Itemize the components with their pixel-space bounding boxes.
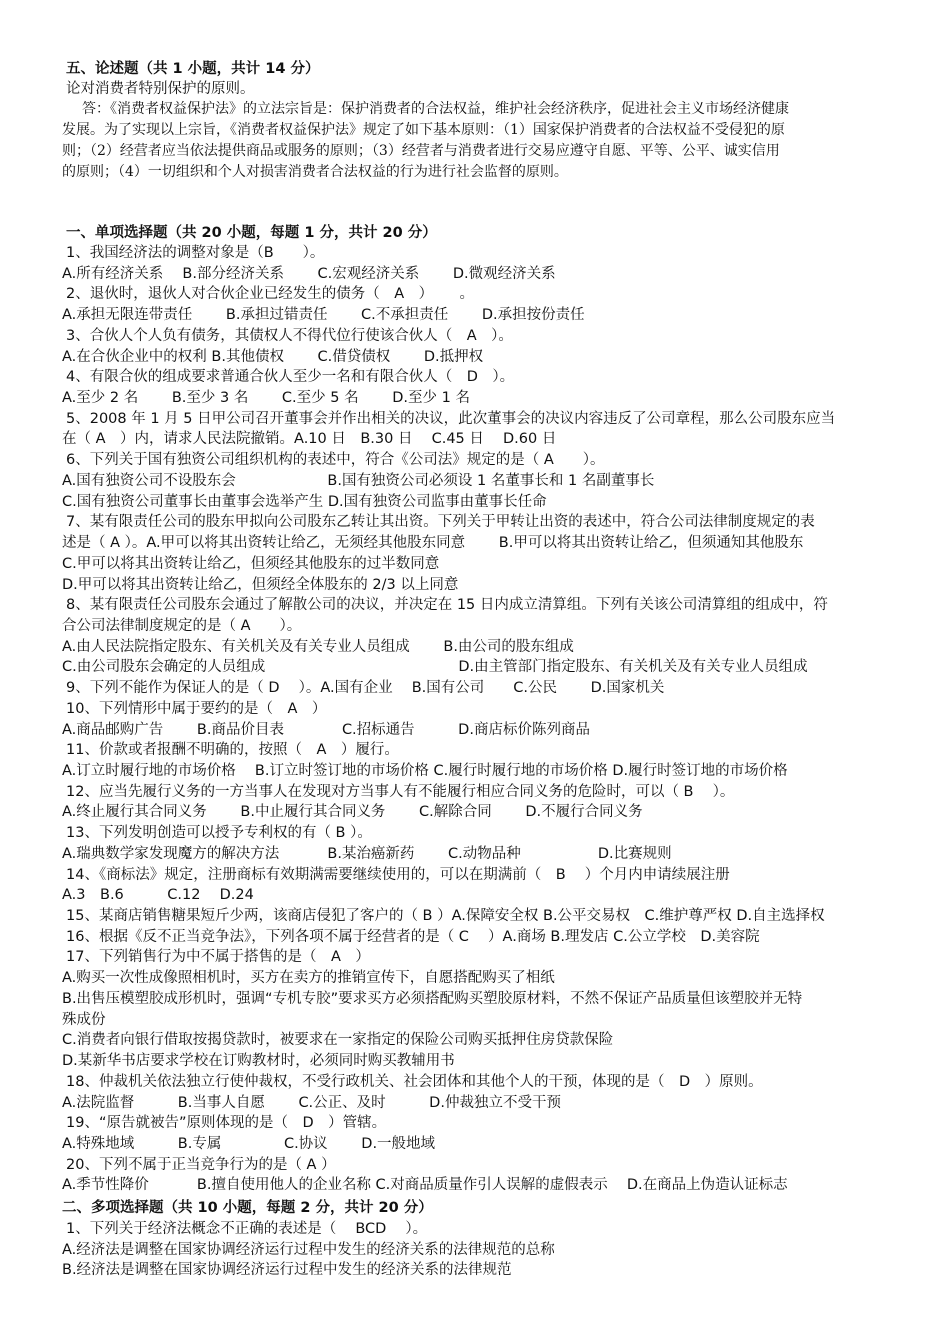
- question-line: 3、合伙人个人负有债务，其债权人不得代位行使该合伙人（ A ）。: [66, 328, 513, 344]
- section-title-single-choice: 一、单项选择题（共 20 小题，每题 1 分，共计 20 分）: [66, 225, 437, 241]
- option-line: A.承担无限连带责任 B.承担过错责任 C.不承担责任 D.承担按份责任: [62, 307, 585, 323]
- option-line: A.在合伙企业中的权利 B.其他债权 C.借贷债权 D.抵押权: [62, 349, 484, 365]
- essay-answer-line: 发展。为了实现以上宗旨，《消费者权益保护法》规定了如下基本原则：（1）国家保护消费者的合法权益不受侵犯的原: [62, 122, 785, 138]
- essay-answer-line: 答：《消费者权益保护法》的立法宗旨是：保护消费者的合法权益，维护社会经济秩序，促进社会主义市场经济健康: [82, 101, 789, 117]
- question-line: 1、我国经济法的调整对象是（B ）。: [66, 245, 325, 261]
- option-line: A.经济法是调整在国家协调经济运行过程中发生的经济关系的法律规范的总称: [62, 1242, 555, 1258]
- option-line: A.至少 2 名 B.至少 3 名 C.至少 5 名 D.至少 1 名: [62, 390, 470, 406]
- question-line: 16、根据《反不正当竞争法》，下列各项不属于经营者的是（ C ）A.商场 B.理发店 C.公立学校 D.美容院: [66, 929, 760, 945]
- option-line: 述是（ A ）。A.甲可以将其出资转让给乙，无须经其他股东同意 B.甲可以将其出资转让给乙，但须通知其他股东: [62, 535, 804, 551]
- option-line: B.经济法是调整在国家协调经济运行过程中发生的经济关系的法律规范: [62, 1262, 512, 1278]
- essay-question: 论对消费者特别保护的原则。: [66, 81, 255, 97]
- question-line: 1、下列关于经济法概念不正确的表述是（ BCD ）。: [66, 1221, 428, 1237]
- question-line: 14、《商标法》规定，注册商标有效期满需要继续使用的，可以在期满前（ B ）个月内申请续展注册: [66, 867, 730, 883]
- question-line: 18、仲裁机关依法独立行使仲裁权，不受行政机关、社会团体和其他个人的干预，体现的是（ D ）原则。: [66, 1074, 763, 1090]
- option-line: A.特殊地域 B.专属 C.协议 D.一般地域: [62, 1136, 436, 1152]
- section-title-multi-choice: 二、多项选择题（共 10 小题，每题 2 分，共计 20 分）: [62, 1200, 433, 1216]
- essay-answer-line: 则；（2）经营者应当依法提供商品或服务的原则；（3）经营者与消费者进行交易应遵守自愿、平等、公平、诚实信用: [62, 143, 780, 159]
- option-line: C.国有独资公司董事长由董事会选举产生 D.国有独资公司监事由董事长任命: [62, 494, 547, 510]
- question-line: 6、下列关于国有独资公司组织机构的表述中，符合《公司法》规定的是（ A ）。: [66, 452, 605, 468]
- question-line: 4、有限合伙的组成要求普通合伙人至少一名和有限合伙人（ D ）。: [66, 369, 515, 385]
- option-line: A.由人民法院指定股东、有关机关及有关专业人员组成 B.由公司的股东组成: [62, 639, 574, 655]
- option-line: C.消费者向银行借取按揭贷款时，被要求在一家指定的保险公司购买抵押住房贷款保险: [62, 1032, 614, 1048]
- option-line: A.购买一次性成像照相机时，买方在卖方的推销宣传下，自愿搭配购买了相纸: [62, 970, 555, 986]
- question-line: 7、某有限责任公司的股东甲拟向公司股东乙转让其出资。下列关于甲转让出资的表述中，符合公司法律制度规定的表: [66, 514, 815, 530]
- option-line: D.某新华书店要求学校在订购教材时，必须同时购买教辅用书: [62, 1053, 455, 1069]
- option-line: A.国有独资公司不设股东会 B.国有独资公司必须设 1 名董事长和 1 名副董事长: [62, 473, 655, 489]
- option-line: D.甲可以将其出资转让给乙，但须经全体股东的 2/3 以上同意: [62, 577, 459, 593]
- option-line: A.季节性降价 B.擅自使用他人的企业名称 C.对商品质量作引人误解的虚假表示 D.在商品上伪造认证标志: [62, 1177, 788, 1193]
- question-line: 20、下列不属于正当竞争行为的是（ A ）: [66, 1157, 336, 1173]
- question-line: 15、某商店销售糖果短斤少两，该商店侵犯了客户的（ B ）A.保障安全权 B.公平交易权 C.维护尊严权 D.自主选择权: [66, 908, 825, 924]
- question-line: 9、下列不能作为保证人的是（ D ）。A.国有企业 B.国有公司 C.公民 D.国家机关: [66, 680, 665, 696]
- question-line: 13、下列发明创造可以授予专利权的有（ B ）。: [66, 825, 372, 841]
- option-line: A.终止履行其合同义务 B.中止履行其合同义务 C.解除合同 D.不履行合同义务: [62, 804, 643, 820]
- question-line: 10、下列情形中属于要约的是（ A ）: [66, 701, 327, 717]
- option-line: 合公司法律制度规定的是（ A ）。: [62, 618, 302, 634]
- option-line: C.甲可以将其出资转让给乙，但须经其他股东的过半数同意: [62, 556, 440, 572]
- option-line: A.订立时履行地的市场价格 B.订立时签订地的市场价格 C.履行时履行地的市场价格 D.履行时签订地的市场价格: [62, 763, 788, 779]
- option-line: A.瑞典数学家发现魔方的解决方法 B.某治癌新药 C.动物品种 D.比赛规则: [62, 846, 672, 862]
- option-line: A.商品邮购广告 B.商品价目表 C.招标通告 D.商店标价陈列商品: [62, 722, 590, 738]
- option-line: A.法院监督 B.当事人自愿 C.公正、及时 D.仲裁独立不受干预: [62, 1095, 561, 1111]
- question-line: 17、下列销售行为中不属于搭售的是（ A ）: [66, 949, 370, 965]
- question-line: 8、某有限责任公司股东会通过了解散公司的决议，并决定在 15 日内成立清算组。下列有关该公司清算组的组成中，符: [66, 597, 828, 613]
- section-title-essay: 五、论述题（共 1 小题，共计 14 分）: [66, 61, 320, 77]
- question-line: 12、应当先履行义务的一方当事人在发现对方当事人有不能履行相应合同义务的危险时，可以（ B ）。: [66, 784, 735, 800]
- option-line: A.所有经济关系 B.部分经济关系 C.宏观经济关系 D.微观经济关系: [62, 266, 556, 282]
- question-line: 11、价款或者报酬不明确的，按照（ A ）履行。: [66, 742, 399, 758]
- question-line: 19、“原告就被告”原则体现的是（ D ）管辖。: [66, 1115, 387, 1131]
- option-line: 殊成份: [62, 1012, 106, 1028]
- question-line: 5、2008 年 1 月 5 日甲公司召开董事会并作出相关的决议，此次董事会的决议内容违反了公司章程，那么公司股东应当: [66, 411, 836, 427]
- option-line: A.3 B.6 C.12 D.24: [62, 887, 254, 903]
- essay-answer-line: 的原则；（4）一切组织和个人对损害消费者合法权益的行为进行社会监督的原则。: [62, 164, 568, 180]
- option-line: 在（ A ）内，请求人民法院撤销。A.10 日 B.30 日 C.45 日 D.60 日: [62, 431, 557, 447]
- question-line: 2、退伙时，退伙人对合伙企业已经发生的债务（ A ） 。: [66, 286, 475, 302]
- option-line: B.出售压模塑胶成形机时，强调“专机专胶”要求买方必须搭配购买塑胶原材料，不然不保证产品质量但该塑胶并无特: [62, 991, 803, 1007]
- option-line: C.由公司股东会确定的人员组成 D.由主管部门指定股东、有关机关及有关专业人员组成: [62, 659, 808, 675]
